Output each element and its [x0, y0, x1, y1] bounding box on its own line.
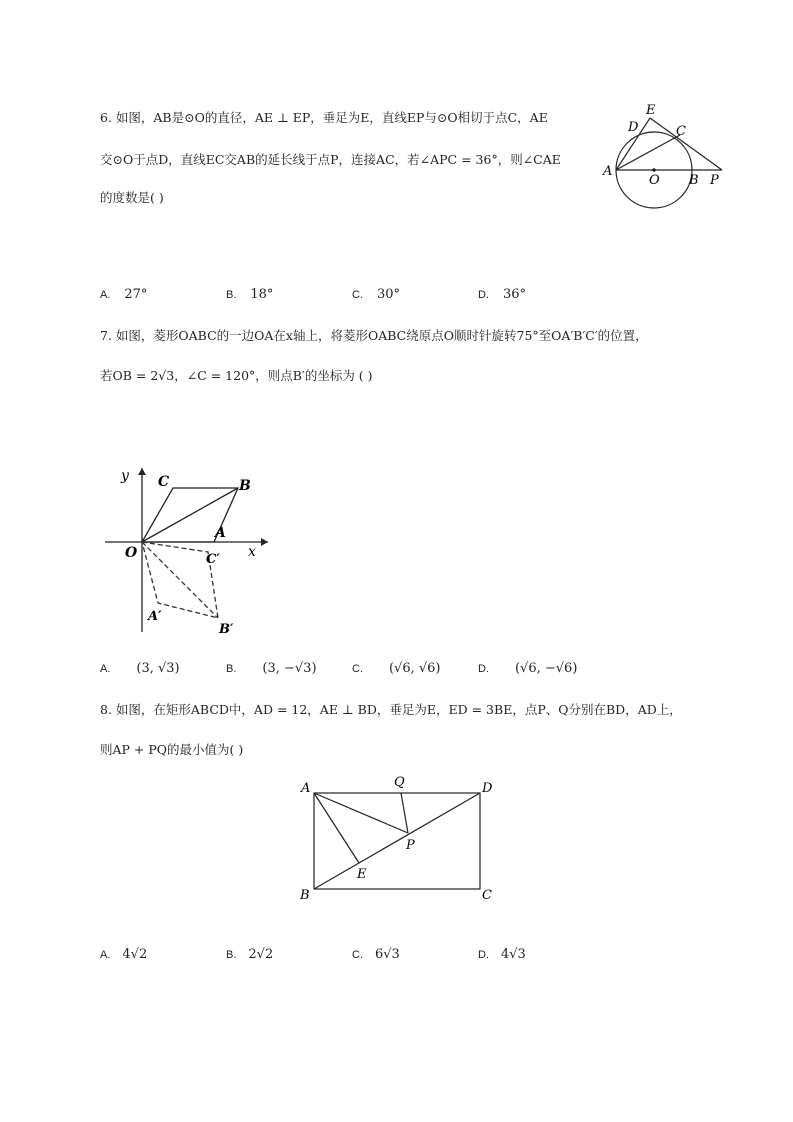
q8-option-b-value: 2√2 — [248, 947, 274, 962]
q8-option-a-value: 4√2 — [122, 947, 148, 962]
q6-option-d-value: 36° — [502, 287, 527, 302]
q6-label-a: A — [603, 164, 613, 179]
q8-label-e: E — [357, 867, 367, 882]
q6-option-a-label: A. — [100, 289, 111, 301]
q8-label-p: P — [406, 838, 415, 853]
q6-label-o: O — [649, 173, 660, 188]
q8-option-b-label: B. — [226, 949, 237, 961]
q7-option-a-label: A. — [100, 663, 111, 675]
q8-text-line-2: 则AP + PQ的最小值为( ) — [100, 742, 244, 757]
q7-option-a[interactable] — [100, 660, 180, 676]
q8-label-c: C — [482, 888, 492, 903]
q7-label-b-prime: B′ — [219, 622, 234, 637]
q7-label-c: C — [158, 474, 170, 490]
q7-x-arrow — [261, 538, 268, 546]
q6-option-b-value: 18° — [250, 287, 274, 302]
q8-option-a-label: A. — [100, 949, 111, 961]
q7-figure — [100, 460, 270, 640]
q7-option-b[interactable] — [226, 660, 317, 676]
q6-option-b[interactable] — [226, 286, 273, 302]
q6-label-d: D — [628, 120, 639, 135]
q7-option-a-value: (3, √3) — [136, 661, 180, 676]
q6-line-ep — [650, 118, 722, 170]
q8-option-d[interactable] — [478, 946, 526, 962]
q6-option-c-label: C. — [352, 289, 363, 301]
q7-option-b-value: (3, −√3) — [262, 661, 317, 676]
q7-text-line-1: 7. 如图，菱形OABC的一边OA在x轴上，将菱形OABC绕原点O顺时针旋转75°至OA′B′C′的位置， — [100, 328, 648, 343]
q6-option-b-label: B. — [226, 289, 237, 301]
q6-label-p: P — [710, 173, 719, 188]
q8-option-c-label: C. — [352, 949, 363, 961]
q6-text-line-2: 交⊙O于点D，直线EC交AB的延长线于点P，连接AC，若∠APC = 36°，则∠CAE — [100, 152, 561, 167]
q7-y-arrow — [138, 468, 146, 475]
q8-option-a[interactable] — [100, 946, 147, 962]
q8-option-b[interactable] — [226, 946, 273, 962]
q6-text-line-1: 6. 如图，AB是⊙O的直径，AE ⊥ EP，垂足为E，直线EP与⊙O相切于点C，AE — [100, 110, 548, 125]
q8-line-pq — [401, 793, 408, 833]
q8-label-d: D — [482, 781, 493, 796]
q6-option-d[interactable] — [478, 286, 526, 302]
q8-label-q: Q — [394, 775, 405, 790]
q8-option-c[interactable] — [352, 946, 400, 962]
q6-label-b: B — [689, 173, 699, 188]
q8-label-a: A — [301, 781, 311, 796]
q7-label-c-prime: C′ — [206, 552, 220, 567]
q6-text-line-3: 的度数是( ) — [100, 190, 164, 205]
q7-text-line-2: 若OB = 2√3，∠C = 120°，则点B′的坐标为 ( ) — [100, 368, 373, 383]
q7-option-b-label: B. — [226, 663, 237, 675]
q6-figure — [598, 100, 730, 210]
q7-option-d-label: D. — [478, 663, 489, 675]
q6-line-ac — [616, 135, 680, 170]
q8-line-ae — [314, 793, 359, 863]
q7-option-c-value: (√6, √6) — [388, 661, 441, 676]
q8-option-d-label: D. — [478, 949, 489, 961]
q7-label-a: A — [215, 525, 226, 541]
q6-label-e: E — [646, 103, 656, 118]
q6-label-c: C — [676, 124, 686, 139]
q8-label-b: B — [300, 888, 310, 903]
q6-center-dot — [652, 168, 656, 172]
q7-option-c-label: C. — [352, 663, 363, 675]
q7-option-d[interactable] — [478, 660, 577, 676]
q8-text-line-1: 8. 如图，在矩形ABCD中，AD = 12，AE ⊥ BD，垂足为E，ED = 3BE，点P、Q分别在BD，AD上， — [100, 702, 682, 717]
q8-figure — [290, 770, 510, 910]
q6-option-a-value: 27° — [124, 287, 148, 302]
q6-option-d-label: D. — [478, 289, 489, 301]
q7-option-c[interactable] — [352, 660, 441, 676]
q7-option-d-value: (√6, −√6) — [514, 661, 578, 676]
q8-option-c-value: 6√3 — [374, 947, 400, 962]
q6-option-c[interactable] — [352, 286, 400, 302]
q7-label-y: y — [121, 468, 129, 484]
q8-line-ap — [314, 793, 408, 833]
q8-diagonal-bd — [314, 793, 480, 889]
q8-option-d-value: 4√3 — [500, 947, 526, 962]
q7-label-b: B — [239, 478, 251, 494]
q7-label-a-prime: A′ — [148, 609, 162, 624]
q6-option-a[interactable] — [100, 286, 147, 302]
q7-label-o: O — [125, 545, 138, 561]
q6-option-c-value: 30° — [376, 287, 401, 302]
q7-label-x: x — [248, 544, 256, 560]
